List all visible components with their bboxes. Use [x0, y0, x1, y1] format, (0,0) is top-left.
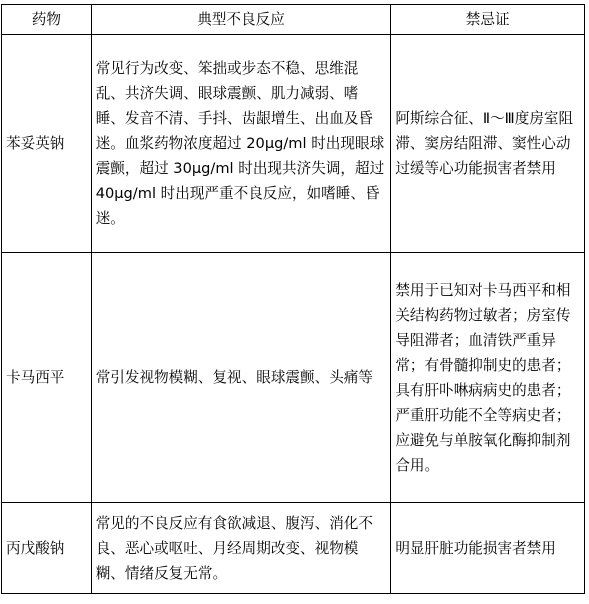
adverse-reactions-cell: 常见的不良反应有食欲减退、腹泻、消化不良、恶心或呕吐、月经周期改变、视物模糊、情绪反复无常。 — [91, 503, 391, 594]
table-row — [2, 503, 585, 594]
table-row — [2, 35, 585, 253]
header-drug: 药物 — [2, 5, 92, 35]
contraindications-cell: 禁用于已知对卡马西平和相关结构药物过敏者；房室传导阻滞者；血清铁严重异常；有骨髓抑制史的患者；具有肝卟啉病病史的患者；严重肝功能不全等病史者；应避免与单胺氧化酶抑制剂合用。 — [391, 253, 585, 503]
contraindications-cell: 阿斯综合征、Ⅱ～Ⅲ度房室阻滞、窦房结阻滞、窦性心动过缓等心功能损害者禁用 — [391, 35, 585, 253]
adverse-reactions-cell: 常引发视物模糊、复视、眼球震颤、头痛等 — [91, 253, 391, 503]
drug-name-cell: 丙戊酸钠 — [2, 503, 92, 594]
table-row — [2, 253, 585, 503]
drug-name-cell: 苯妥英钠 — [2, 35, 92, 253]
drug-comparison-table — [1, 4, 585, 594]
contraindications-cell: 明显肝脏功能损害者禁用 — [391, 503, 585, 594]
table-header-row — [2, 5, 585, 35]
adverse-reactions-cell: 常见行为改变、笨拙或步态不稳、思维混乱、共济失调、眼球震颤、肌力减弱、嗜睡、发音不清、手抖、齿龈增生、出血及昏迷。血浆药物浓度超过 20μg/ml 时出现眼球震颤，超过 30μg/ml 时出现共济失调，超过 40μg/ml 时出现严重不良反应，如嗜睡、昏迷。 — [91, 35, 391, 253]
drug-name-cell: 卡马西平 — [2, 253, 92, 503]
header-contraindications: 禁忌证 — [391, 5, 585, 35]
header-adverse-reactions: 典型不良反应 — [91, 5, 391, 35]
